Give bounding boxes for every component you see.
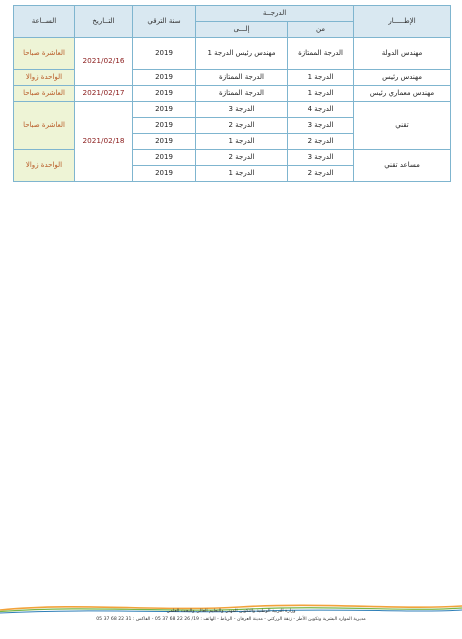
- grade-from-cell: الدرجة 1: [288, 70, 354, 86]
- grade-to-cell: الدرجة الممتازة: [196, 86, 288, 102]
- promotion-schedule-table: [13, 5, 451, 182]
- grade-from-cell: الدرجة 2: [288, 166, 354, 182]
- promo-year-cell: 2019: [133, 86, 196, 102]
- page-footer: [0, 598, 462, 639]
- header-to: إلـــى: [196, 22, 288, 38]
- cadre-cell: مهندس رئيس: [354, 70, 451, 86]
- schedule-table-container: [13, 5, 450, 182]
- grade-to-cell: الدرجة 3: [196, 102, 288, 118]
- promo-year-cell: 2019: [133, 134, 196, 150]
- hour-cell: العاشرة صباحا: [14, 102, 75, 150]
- date-cell: 2021/02/18: [75, 102, 133, 182]
- grade-from-cell: الدرجة 4: [288, 102, 354, 118]
- footer-contact-line: مديرية الموارد البشرية وتكوين الأطر - زنقة الزركتي - مدينة العرفان - الرباط - الهاتف : 19/ 26 22 68 37 05 - الفاكس : 31 22 68 37 05: [96, 617, 366, 622]
- grade-from-cell: الدرجة 1: [288, 86, 354, 102]
- cadre-cell: مهندس معماري رئيس: [354, 86, 451, 102]
- grade-to-cell: الدرجة 2: [196, 150, 288, 166]
- grade-from-cell: الدرجة الممتازة: [288, 38, 354, 70]
- cadre-cell: تقني: [354, 102, 451, 150]
- grade-to-cell: مهندس رئيس الدرجة 1: [196, 38, 288, 70]
- header-row-1: [14, 6, 451, 22]
- promo-year-cell: 2019: [133, 150, 196, 166]
- date-cell: 2021/02/16: [75, 38, 133, 86]
- grade-to-cell: الدرجة 1: [196, 166, 288, 182]
- promo-year-cell: 2019: [133, 70, 196, 86]
- hour-cell: الواحدة زوالا: [14, 150, 75, 182]
- cadre-cell: مساعد تقني: [354, 150, 451, 182]
- header-from: من: [288, 22, 354, 38]
- cadre-cell: مهندس الدولة: [354, 38, 451, 70]
- table-row: [14, 38, 451, 70]
- header-cadre: الإطـــــار: [354, 6, 451, 38]
- table-row: [14, 86, 451, 102]
- footer-ministry-line: وزارة التربية الوطنية والتكوين المهني والتعليم العالي والبحث العلمي: [166, 609, 296, 614]
- header-grade: الدرجــة: [196, 6, 354, 22]
- date-cell: 2021/02/17: [75, 86, 133, 102]
- hour-cell: العاشرة صباحا: [14, 38, 75, 70]
- grade-from-cell: الدرجة 2: [288, 134, 354, 150]
- promo-year-cell: 2019: [133, 38, 196, 70]
- grade-from-cell: الدرجة 3: [288, 118, 354, 134]
- header-promo-year: سنة الترقي: [133, 6, 196, 38]
- grade-to-cell: الدرجة 2: [196, 118, 288, 134]
- table-row: [14, 102, 451, 118]
- promo-year-cell: 2019: [133, 118, 196, 134]
- hour-cell: العاشرة صباحا: [14, 86, 75, 102]
- header-hour: الســاعة: [14, 6, 75, 38]
- grade-to-cell: الدرجة 1: [196, 134, 288, 150]
- grade-to-cell: الدرجة الممتازة: [196, 70, 288, 86]
- header-date: التــاريخ: [75, 6, 133, 38]
- grade-from-cell: الدرجة 3: [288, 150, 354, 166]
- promo-year-cell: 2019: [133, 166, 196, 182]
- hour-cell: الواحدة زوالا: [14, 70, 75, 86]
- promo-year-cell: 2019: [133, 102, 196, 118]
